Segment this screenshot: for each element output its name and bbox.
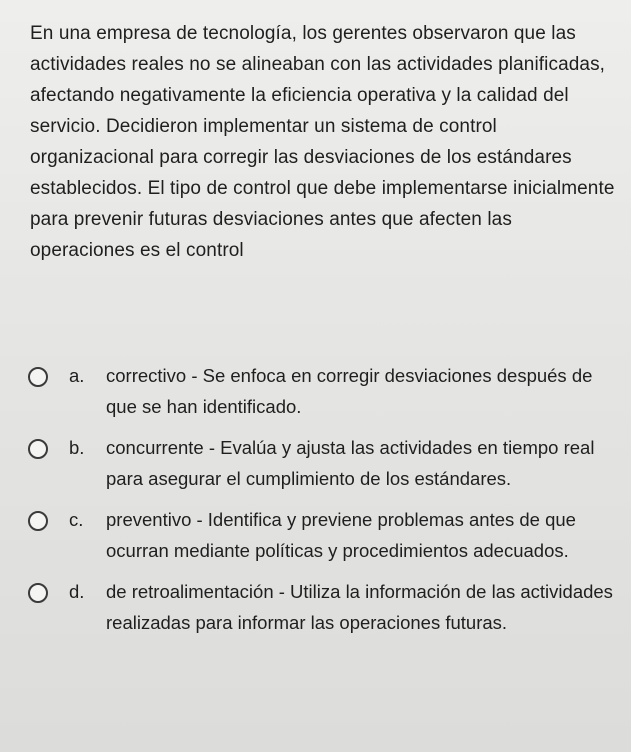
option-b-letter: b. bbox=[69, 437, 85, 458]
question-text: En una empresa de tecnología, los gerentes observaron que las actividades reales no se alineaban con las actividades planificadas, afectando negativamente la eficiencia operativa y la calidad del servicio. Decidieron implementar un sistema de control organizacional para corregir las desviaciones de los estándares establecidos. El tipo de control que debe implementarse inicialmente para prevenir futuras desviaciones antes que afecten las operaciones es el control bbox=[30, 23, 615, 261]
radio-button-c[interactable] bbox=[28, 511, 48, 531]
option-b-text: concurrente - Evalúa y ajusta las actividades en tiempo real para asegurar el cumplimiento de los estándares. bbox=[106, 437, 595, 489]
option-c[interactable] bbox=[28, 504, 618, 566]
option-a[interactable] bbox=[28, 360, 618, 422]
option-a-letter: a. bbox=[69, 365, 85, 386]
option-c-text: preventivo - Identifica y previene problemas antes de que ocurran mediante políticas y procedimientos adecuados. bbox=[106, 509, 576, 561]
radio-button-d[interactable] bbox=[28, 583, 48, 603]
option-a-text: correctivo - Se enfoca en corregir desviaciones después de que se han identificado. bbox=[106, 365, 593, 417]
radio-button-b[interactable] bbox=[28, 439, 48, 459]
option-d-letter: d. bbox=[69, 581, 85, 602]
option-d[interactable] bbox=[28, 576, 618, 638]
radio-button-a[interactable] bbox=[28, 367, 48, 387]
answer-options bbox=[28, 360, 618, 638]
option-b[interactable] bbox=[28, 432, 618, 494]
option-c-letter: c. bbox=[69, 509, 84, 530]
option-d-text: de retroalimentación - Utiliza la información de las actividades realizadas para informar las operaciones futuras. bbox=[106, 581, 613, 633]
